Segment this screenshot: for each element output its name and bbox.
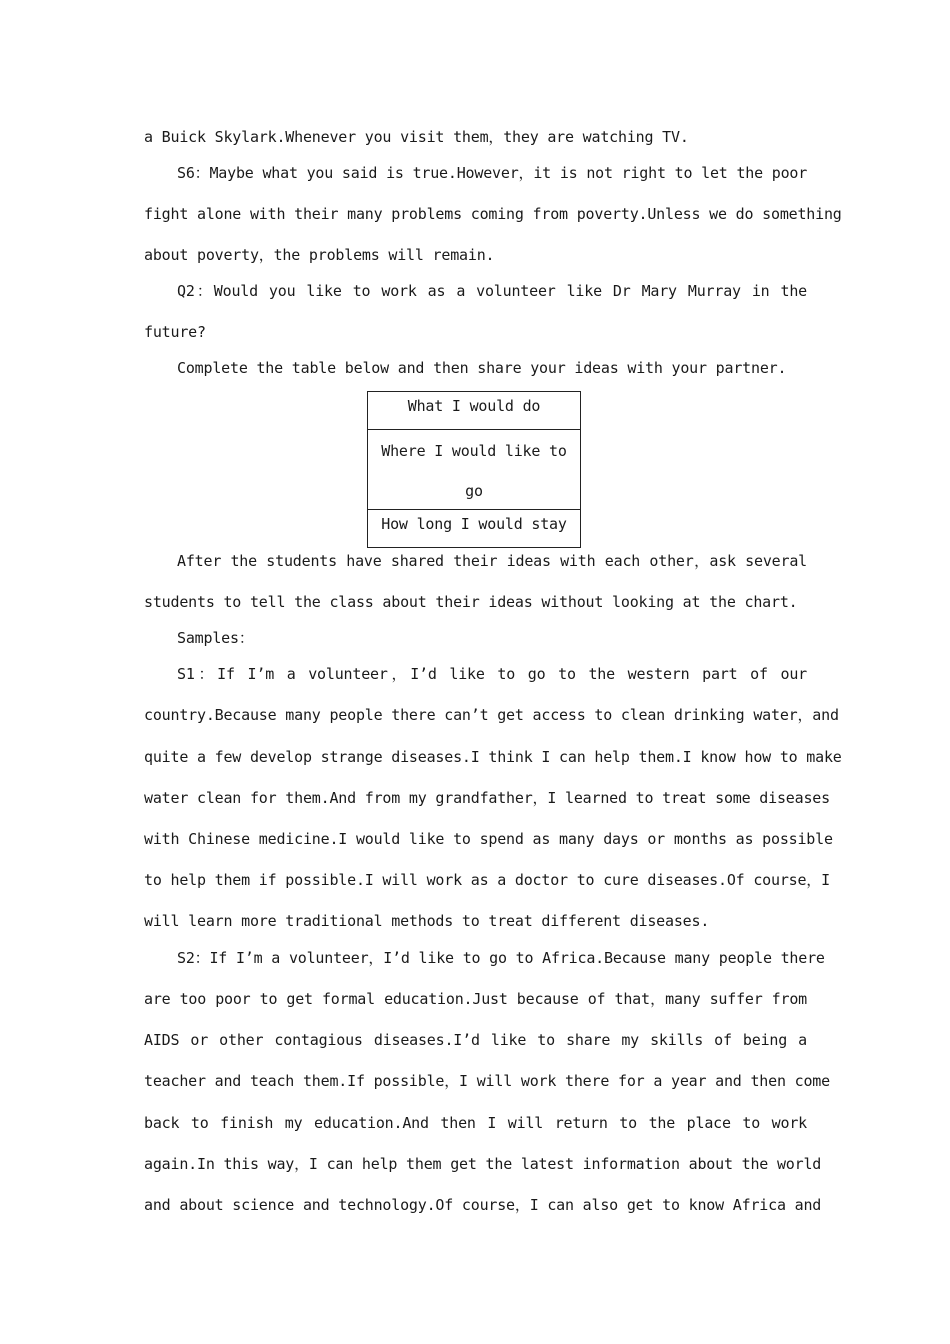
table-cell-where-line2: go xyxy=(465,482,483,500)
plan-table xyxy=(367,391,581,548)
sample-s2-line: teacher and teach them.If possible，I will work there for a year and then come xyxy=(144,1072,830,1090)
sample-s1-line: water clean for them.And from my grandfather，I learned to treat some diseases xyxy=(144,789,830,807)
table-cell-what: What I would do xyxy=(368,392,580,430)
sample-s2-line: S2：If I’m a volunteer，I’d like to go to Africa.Because many people there xyxy=(177,949,825,967)
samples-heading: Samples： xyxy=(177,629,254,647)
table-cell-where xyxy=(368,430,580,510)
sample-s1-line: S1：If I’m a volunteer，I’d like to go to the western part of our xyxy=(177,665,807,683)
table-cell-where-line1: Where I would like to xyxy=(381,442,567,460)
paragraph-line: fight alone with their many problems coming from poverty.Unless we do something xyxy=(144,205,842,223)
paragraph-line: S6：Maybe what you said is true.However，it is not right to let the poor xyxy=(177,164,808,182)
paragraph-line: students to tell the class about their ideas without looking at the chart. xyxy=(144,593,798,611)
paragraph-line: a Buick Skylark.Whenever you visit them，they are watching TV. xyxy=(144,128,689,146)
question-line: future? xyxy=(144,323,206,341)
sample-s2-line: are too poor to get formal education.Just because of that，many suffer from xyxy=(144,990,807,1008)
question-line: Q2：Would you like to work as a volunteer like Dr Mary Murray in the xyxy=(177,282,807,300)
paragraph-line: After the students have shared their ideas with each other，ask several xyxy=(177,552,807,570)
sample-s2-line: and about science and technology.Of course，I can also get to know Africa and xyxy=(144,1196,822,1214)
sample-s2-line: back to finish my education.And then I will return to the place to work xyxy=(144,1114,807,1132)
table-cell-how-long: How long I would stay xyxy=(381,515,567,533)
sample-s1-line: to help them if possible.I will work as a doctor to cure diseases.Of course，I xyxy=(144,871,830,889)
sample-s1-line: quite a few develop strange diseases.I think I can help them.I know how to make xyxy=(144,748,842,766)
instruction-line: Complete the table below and then share your ideas with your partner. xyxy=(177,359,787,377)
sample-s2-line: AIDS or other contagious diseases.I’d like to share my skills of being a xyxy=(144,1031,807,1049)
sample-s1-line: with Chinese medicine.I would like to spend as many days or months as possible xyxy=(144,830,833,848)
sample-s1-line: country.Because many people there can’t get access to clean drinking water，and xyxy=(144,706,839,724)
sample-s2-line: again.In this way，I can help them get the latest information about the world xyxy=(144,1155,822,1173)
sample-s1-line: will learn more traditional methods to treat different diseases. xyxy=(144,912,710,930)
paragraph-line: about poverty，the problems will remain. xyxy=(144,246,495,264)
